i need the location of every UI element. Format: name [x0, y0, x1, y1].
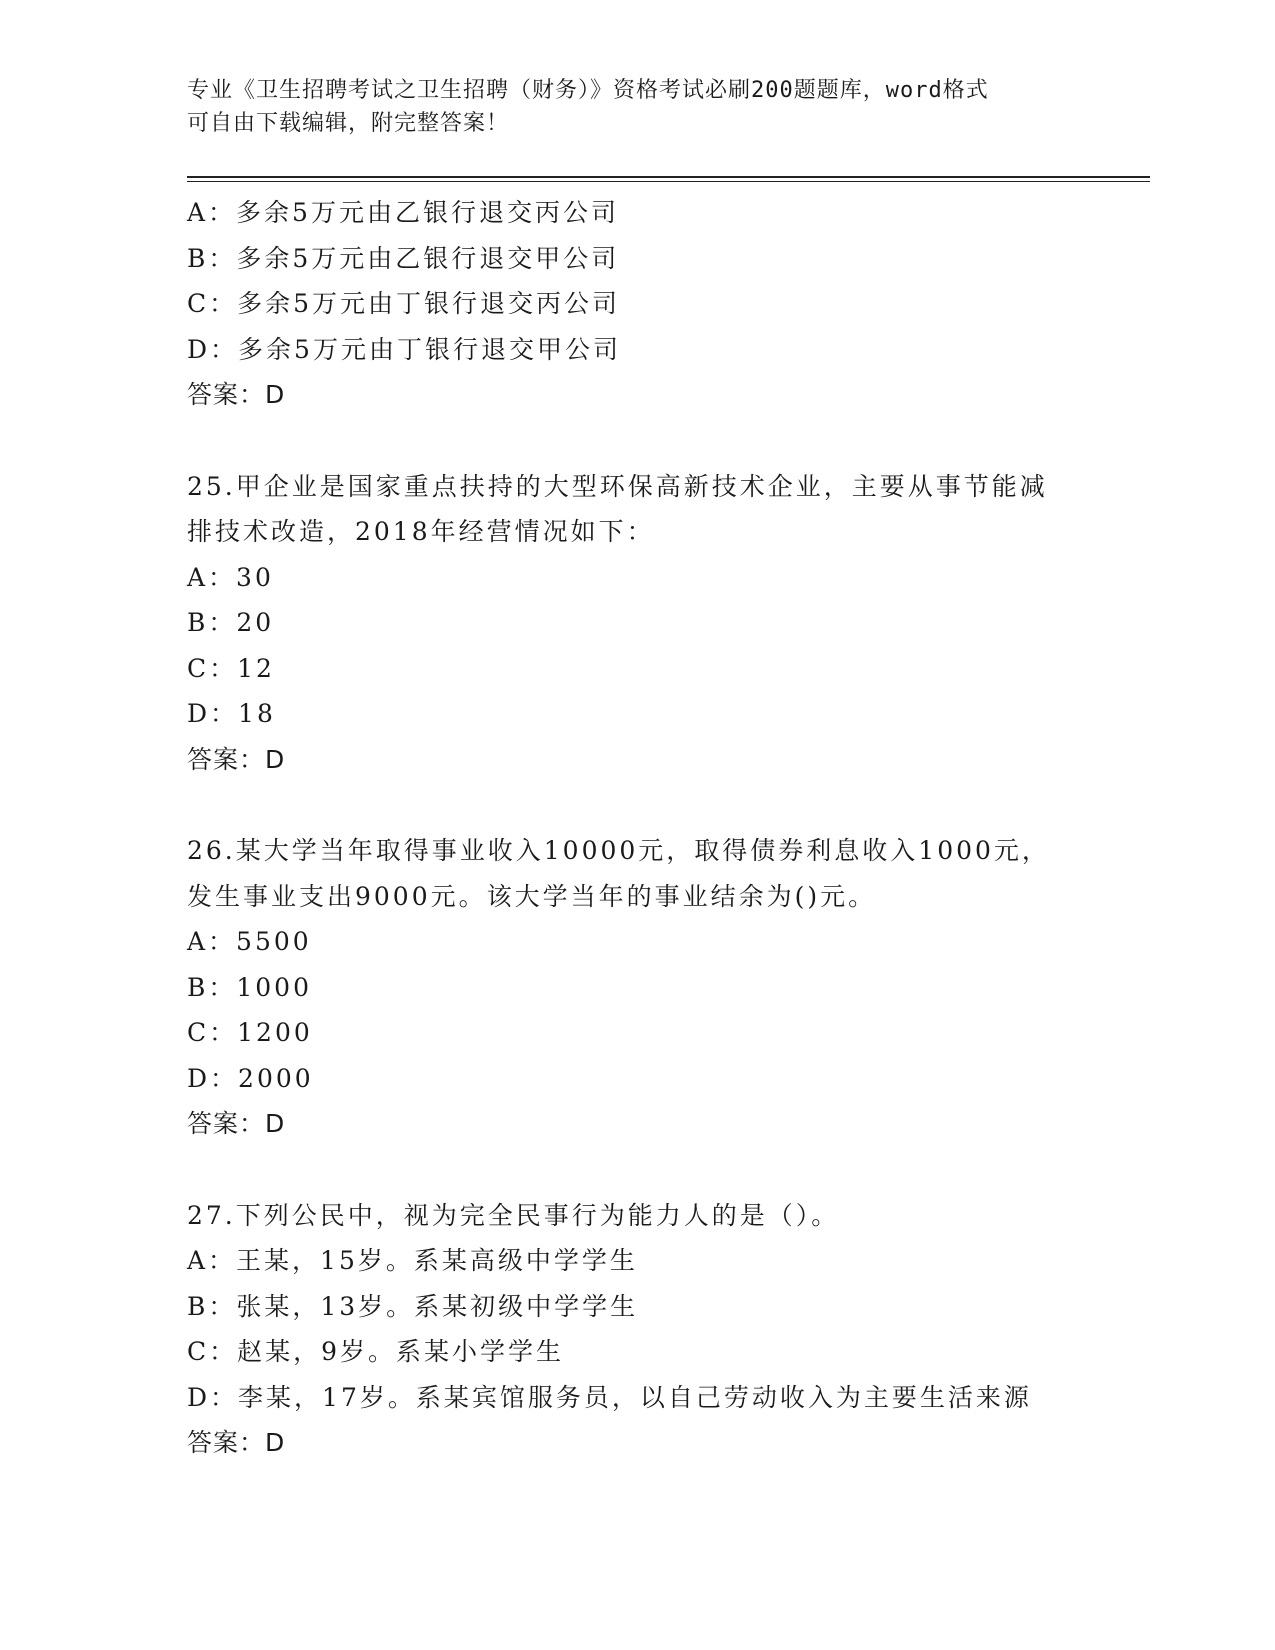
header-title-line-1: 专业《卫生招聘考试之卫生招聘（财务）》资格考试必刷200题题库，word格式 [187, 78, 989, 103]
option-a: A：多余5万元由乙银行退交丙公司 [187, 198, 619, 227]
option-d: D：2000 [187, 1063, 314, 1093]
header-title-line-2: 可自由下载编辑，附完整答案！ [187, 111, 510, 136]
answer: 答案：D [187, 380, 286, 409]
question-24 [187, 190, 1117, 418]
option-d: D：18 [187, 699, 276, 728]
header-divider-thick [187, 176, 1150, 178]
question-stem-line-1: 25.甲企业是国家重点扶持的大型环保高新技术企业，主要从事节能减 [187, 471, 1048, 501]
option-a: A：30 [187, 562, 274, 592]
option-b: B：20 [187, 608, 275, 637]
option-b: B：张某，13岁。系某初级中学学生 [187, 1291, 639, 1321]
question-26 [187, 828, 1117, 1147]
question-stem-line-2: 发生事业支出9000元。该大学当年的事业结余为()元。 [187, 881, 877, 911]
question-25 [187, 464, 1117, 783]
answer: 答案：D [187, 1109, 286, 1138]
spacer [187, 782, 1117, 828]
option-b: B：多余5万元由乙银行退交甲公司 [187, 243, 620, 273]
option-c: C：12 [187, 653, 275, 683]
document-header [187, 74, 1087, 140]
option-c: C：赵某，9岁。系某小学学生 [187, 1337, 565, 1366]
option-a: A：王某，15岁。系某高级中学学生 [187, 1246, 638, 1275]
header-divider-thin [187, 181, 1150, 182]
spacer [187, 418, 1117, 464]
question-stem-line-1: 26.某大学当年取得事业收入10000元，取得债券利息收入1000元， [187, 836, 1050, 865]
question-stem-line-1: 27.下列公民中，视为完全民事行为能力人的是（）。 [187, 1200, 840, 1230]
option-c: C：1200 [187, 1018, 313, 1047]
option-c: C：多余5万元由丁银行退交丙公司 [187, 289, 621, 318]
option-d: D：李某，17岁。系某宾馆服务员，以自己劳动收入为主要生活来源 [187, 1382, 1032, 1412]
question-stem-line-2: 排技术改造，2018年经营情况如下： [187, 517, 655, 546]
option-b: B：1000 [187, 972, 312, 1002]
answer: 答案：D [187, 744, 286, 774]
spacer [187, 1147, 1117, 1193]
question-list [187, 190, 1117, 1466]
option-d: D：多余5万元由丁银行退交甲公司 [187, 334, 621, 364]
question-27 [187, 1193, 1117, 1466]
option-a: A：5500 [187, 927, 312, 956]
answer: 答案：D [187, 1428, 286, 1457]
